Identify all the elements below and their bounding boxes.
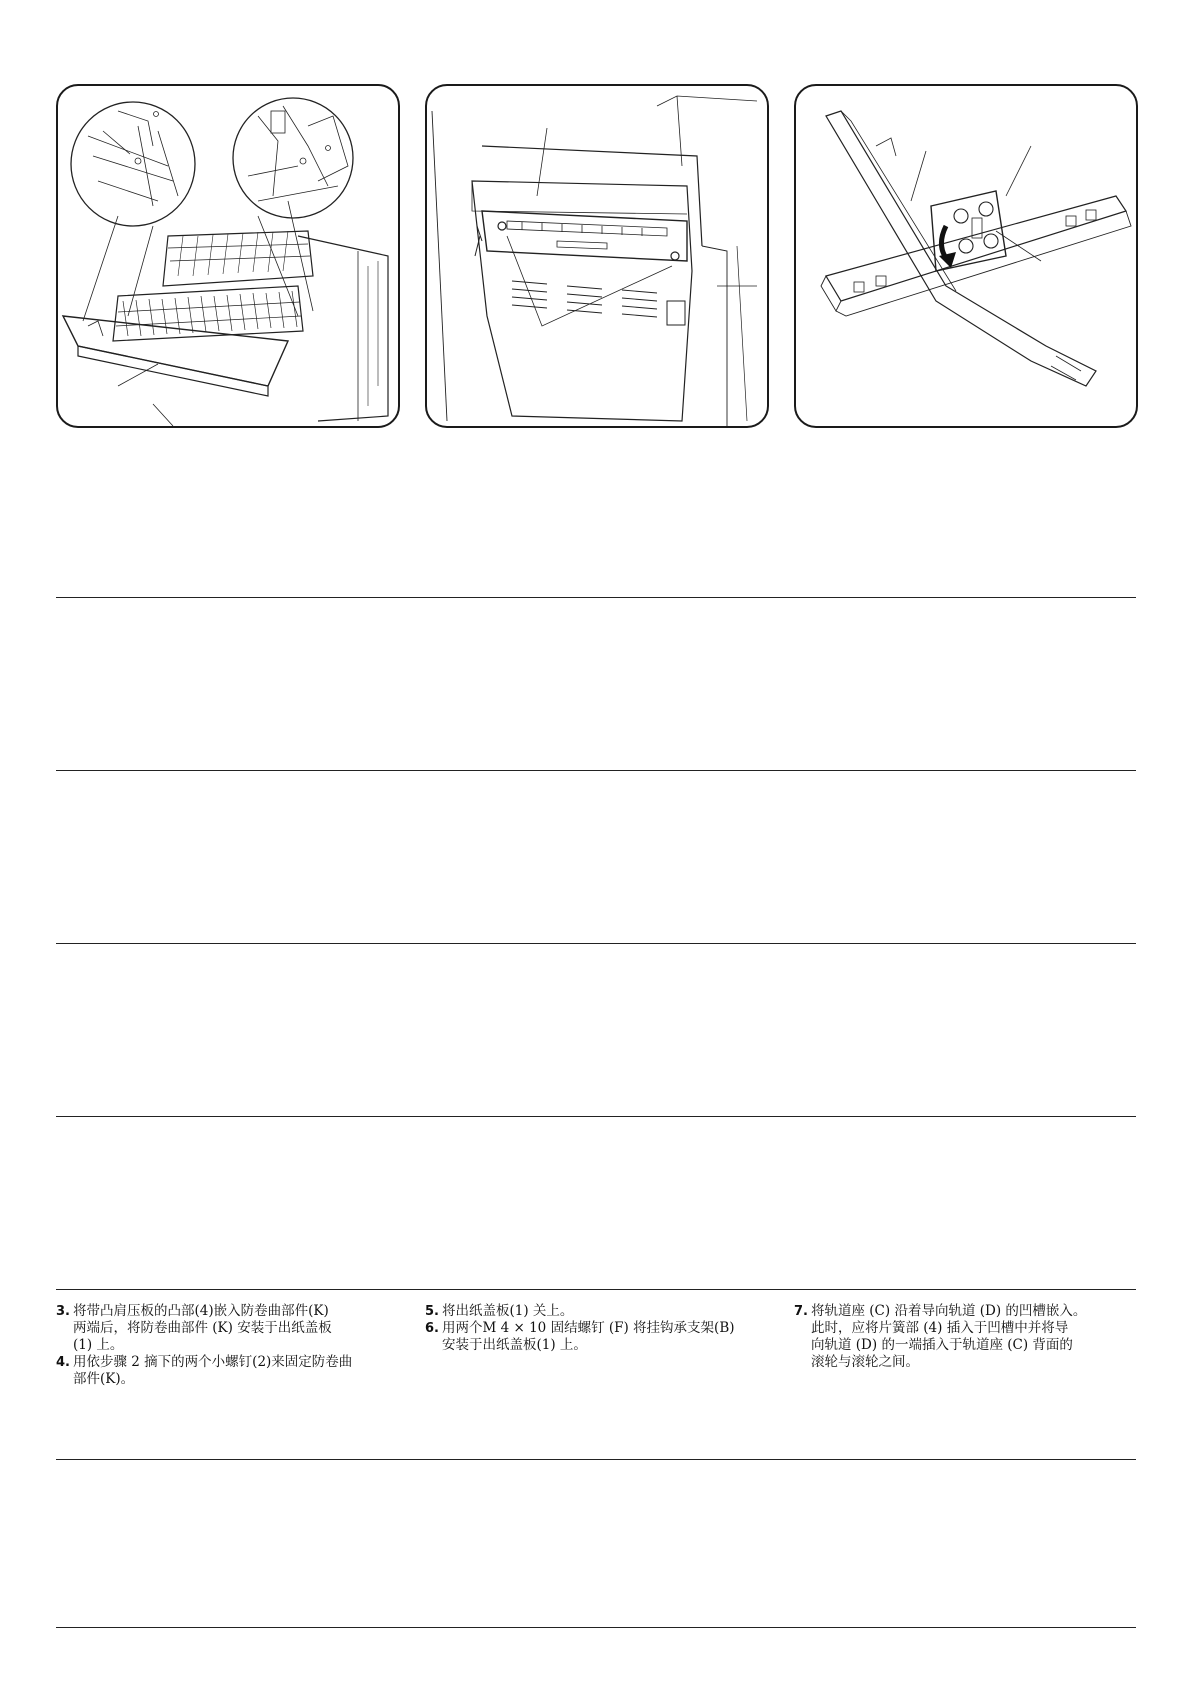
step-5: [425, 1303, 785, 1320]
section-divider: [56, 597, 1136, 598]
step-text: 用依步骤 2 摘下的两个小螺钉(2)来固定防卷曲 部件(K)。: [73, 1354, 353, 1387]
step-7: [794, 1303, 1134, 1371]
section-divider: [56, 1289, 1136, 1290]
section-divider: [56, 770, 1136, 771]
step-number: 4.: [56, 1355, 70, 1370]
figure-anti-curl-installation: [56, 84, 400, 428]
step-number: 7.: [794, 1304, 808, 1319]
step-number: 6.: [425, 1321, 439, 1336]
figure-hook-bracket-installation: [425, 84, 769, 428]
step-6: [425, 1320, 785, 1354]
step-text: 将轨道座 (C) 沿着导向轨道 (D) 的凹槽嵌入。 此时，应将片簧部 (4) 插入于凹槽中并将导 向轨道 (D) 的一端插入于轨道座 (C) 背面的 滚轮与滚轮之间。: [811, 1303, 1087, 1370]
instructions-column-3: [794, 1303, 1134, 1371]
step-text: 用两个M 4 × 10 固结螺钉 (F) 将挂钩承支架(B) 安装于出纸盖板(1) 上。: [442, 1320, 735, 1353]
figure-rail-base-installation: [794, 84, 1138, 428]
step-number: 5.: [425, 1304, 439, 1319]
step-text: 将出纸盖板(1) 关上。: [442, 1303, 574, 1319]
section-divider: [56, 1459, 1136, 1460]
section-divider: [56, 943, 1136, 944]
section-divider: [56, 1116, 1136, 1117]
step-4: [56, 1354, 396, 1388]
instructions-column-1: [56, 1303, 396, 1388]
instructions-column-2: [425, 1303, 785, 1354]
section-divider: [56, 1627, 1136, 1628]
step-3: [56, 1303, 396, 1354]
step-number: 3.: [56, 1304, 70, 1319]
step-text: 将带凸肩压板的凸部(4)嵌入防卷曲部件(K) 两端后，将防卷曲部件 (K) 安装于出纸盖板 (1) 上。: [73, 1303, 332, 1353]
